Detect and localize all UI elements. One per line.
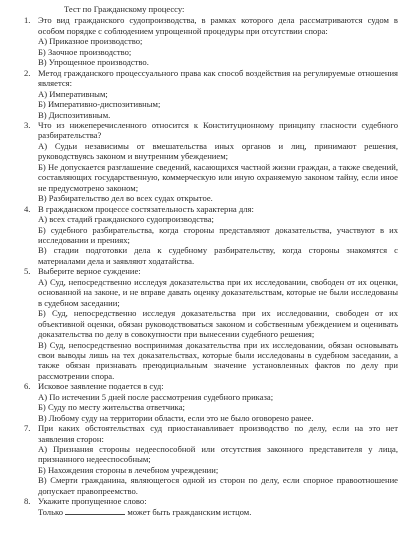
answer-option: А) Признания стороны недееспособной или отсутствия законного представителя у лица, признанного недееспособным; bbox=[38, 444, 398, 465]
question-7 bbox=[24, 423, 398, 496]
answer-option: А) По истечении 5 дней после рассмотрения судебного приказа; bbox=[38, 391, 274, 402]
answer-option: Б) Заочное производство; bbox=[38, 46, 132, 57]
answer-option: В) Смерти гражданина, являющегося одной из сторон по делу, если спорное правоотношение допускает правопреемство. bbox=[38, 475, 398, 496]
question-5 bbox=[24, 266, 398, 381]
answer-option: В) Диспозитивным. bbox=[38, 109, 111, 120]
document-title: Тест по Гражданскому процессу: bbox=[64, 4, 185, 14]
question-number: 6. bbox=[24, 381, 31, 392]
answer-option: Б) Суд, непосредственно исследуя доказательства при их исследовании, свободен от их объективной оценки, обязан руководствоваться законом и собственным убеждением и оценивать доказательства по делу в совокупности при вынесении судебного решения; bbox=[38, 308, 398, 340]
answer-option: Б) Нахождения стороны в лечебном учреждении; bbox=[38, 464, 219, 475]
question-text: Это вид гражданского судопроизводства, в рамках которого дела рассматриваются судом в особом порядке с соблюдением упрощенной процедуры при отсутствии спора: bbox=[38, 15, 398, 36]
question-6 bbox=[24, 381, 398, 423]
answer-option: А) Судьи независимы от вмешательства иных органов и лиц, принимают решения, руководствуясь законом и внутренним убеждением; bbox=[38, 140, 398, 162]
question-number: 3. bbox=[24, 119, 31, 130]
question-text: Исковое заявление подается в суд: bbox=[38, 381, 164, 392]
question-number: 2. bbox=[24, 67, 31, 78]
question-2 bbox=[24, 68, 398, 120]
question-number: 8. bbox=[24, 496, 31, 507]
question-8 bbox=[24, 496, 398, 517]
answer-option: В) Упрощенное производство. bbox=[38, 57, 149, 68]
question-text: Метод гражданского процессуального права как способ воздействия на регулируемые отношения является: bbox=[38, 67, 398, 89]
question-number: 5. bbox=[24, 266, 31, 277]
question-text: Выберите верное суждение: bbox=[38, 266, 141, 277]
question-1 bbox=[24, 15, 398, 67]
answer-option: Б) судебного разбирательства, когда стороны представляют доказательства, участвуют в их исследовании и прениях; bbox=[38, 224, 398, 245]
answer-blank[interactable] bbox=[65, 507, 125, 515]
blank-after-text: может быть гражданским истцом. bbox=[127, 506, 252, 517]
answer-option: А) Приказное производство; bbox=[38, 36, 143, 47]
question-number: 1. bbox=[24, 15, 31, 26]
answer-option: Б) Суду по месту жительства ответчика; bbox=[38, 402, 185, 413]
answer-option: В) Разбирательство дел во всех судах открытое. bbox=[38, 193, 213, 204]
question-text: При каких обстоятельствах суд приостанавливает производство по делу, если на это нет заявления сторон: bbox=[38, 423, 398, 444]
answer-option: А) Императивным; bbox=[38, 88, 108, 99]
question-text: Укажите пропущенное слово: bbox=[38, 496, 147, 507]
question-3 bbox=[24, 120, 398, 204]
fill-in-line bbox=[24, 507, 398, 517]
answer-option: В) Любому суду на территории области, если это не было оговорено ранее. bbox=[38, 412, 314, 423]
question-number: 4. bbox=[24, 203, 31, 214]
answer-option: А) всех стадий гражданского судопроизводства; bbox=[38, 214, 214, 225]
answer-option: Б) Императивно-диспозитивным; bbox=[38, 99, 161, 110]
answer-option: Б) Не допускается разглашение сведений, касающихся частной жизни граждан, а также сведений, составляющих государственную, коммерческую или иную охраняемую законом тайну, если иное не предусмотрено законом; bbox=[38, 161, 398, 193]
blank-before-text: Только bbox=[38, 506, 64, 517]
answer-option: В) Суд, непосредственно воспринимая доказательства при их исследовании, обязан основывать свои выводы лишь на тех доказательствах, которые были исследованы в судебном заседании, а также обязан признавать преюдициальным значение установленных фактов по делу при рассмотрении спора. bbox=[38, 339, 398, 381]
answer-option: А) Суд, непосредственно исследуя доказательства при их исследовании, свободен от их оценки, основанной на законе, и не вправе давать оценку доказательствам, которые не были исследованы в судебном заседании; bbox=[38, 276, 398, 308]
question-text: В гражданском процессе состязательность характерна для: bbox=[38, 203, 254, 214]
question-number: 7. bbox=[24, 423, 31, 434]
question-4 bbox=[24, 204, 398, 267]
question-text: Что из нижеперечисленного относится к Конституционному принципу гласности судебного разбирательства? bbox=[38, 119, 398, 141]
answer-option: В) стадии подготовки дела к судебному разбирательству, когда стороны знакомятся с материалами дела и заявляют ходатайства. bbox=[38, 245, 398, 266]
